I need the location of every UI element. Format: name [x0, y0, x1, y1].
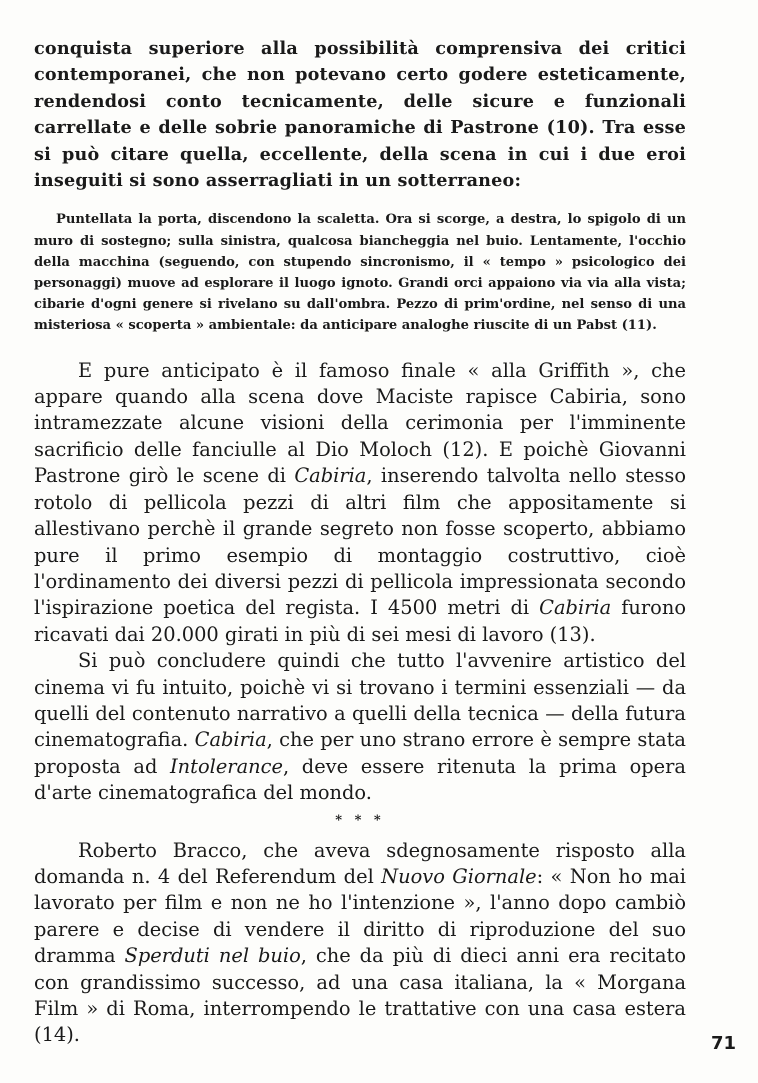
paragraph-griffith-finale — [34, 358, 686, 648]
block-quote — [34, 209, 686, 336]
title-cabiria: Cabiria — [194, 728, 267, 752]
quote-text: Puntellata la porta, discendono la scaletta. Ora si scorge, a destra, lo spigolo di un muro di sostegno; sulla sinistra, qualcosa biancheggia nel buio. Lentamente, l'occhio della macchina (seguendo, con stupendo sincronismo, il « tempo » psicologico dei personaggi) muove ad esplorare il luogo ignoto. Grandi orci appaiono via via alla vista; cibarie d'ogni genere si rivelano su dall'ombra. Pezzo di prim'ordine, nel senso di una misteriosa « scoperta » ambientale: da anticipare analoghe riuscite di un Pabst (11). — [34, 212, 686, 334]
section-separator: * * * — [335, 812, 385, 828]
paragraph-bracco — [34, 838, 686, 1049]
title-cabiria: Cabiria — [294, 464, 367, 488]
title-nuovo-giornale: Nuovo Giornale — [381, 864, 537, 888]
text-run: , che da più di dieci anni era recitato con grandissimo successo, ad una casa italiana, la « Morgana Film » di Roma, interrompendo le trattative con una casa estera (14). — [34, 944, 686, 1047]
title-intolerance: Intolerance — [170, 754, 283, 778]
paragraph-conclusion — [34, 648, 686, 806]
text-run: , inserendo talvolta nello stesso rotolo di pellicola pezzi di altri film che appositamente si allestivano perchè il grande segreto non fosse scoperto, abbiamo pure il primo esempio di montaggio costruttivo, cioè l'ordinamento dei diversi pezzi di pellicola impressionata secondo l'ispirazione poetica del regista. I 4500 metri di — [34, 464, 686, 620]
text-run: : « Non ho mai lavorato per film e non ne ho l'intenzione », l'anno dopo cambiò parere e decise di vendere il diritto di riproduzione del suo dramma — [34, 864, 686, 968]
title-cabiria: Cabiria — [539, 596, 612, 620]
page-number: 71 — [710, 1033, 736, 1054]
text-run: E pure anticipato è il famoso finale « alla Griffith », che appare quando alla scena dove Maciste rapisce Cabiria, sono intramezzate alcune visioni della cerimonia per l'imminente sacrificio delle fanciulle al Dio Moloch (12). E poichè Giovanni Pastrone girò le scene di — [34, 358, 686, 488]
text-run: , che per uno strano errore è sempre stata proposta ad — [34, 728, 686, 778]
text-run: Roberto Bracco, che aveva sdegnosamente risposto alla domanda n. 4 del Referendum del — [34, 838, 686, 888]
title-sperduti-nel-buio: Sperduti nel buio — [124, 944, 301, 968]
text-run: furono ricavati dai 20.000 girati in più di sei mesi di lavoro (13). — [34, 596, 686, 646]
intro-paragraph: conquista superiore alla possibilità comprensiva dei critici contemporanei, che non potevano certo godere esteticamente, rendendosi conto tecnicamente, delle sicure e funzionali carrellate e delle sobrie panoramiche di Pastrone (10). Tra esse si può citare quella, eccellente, della scena in cui i due eroi inseguiti si sono asserragliati in un sotterraneo: — [34, 38, 686, 192]
text-run: Si può concludere quindi che tutto l'avvenire artistico del cinema vi fu intuito, poichè vi si trovano i termini essenziali — da quelli del contenuto narrativo a quelli della tecnica — della futura cinematografia. — [34, 649, 686, 752]
text-run: , deve essere ritenuta la prima opera d'arte cinematografica del mondo. — [34, 754, 686, 805]
page-content — [34, 36, 686, 1049]
